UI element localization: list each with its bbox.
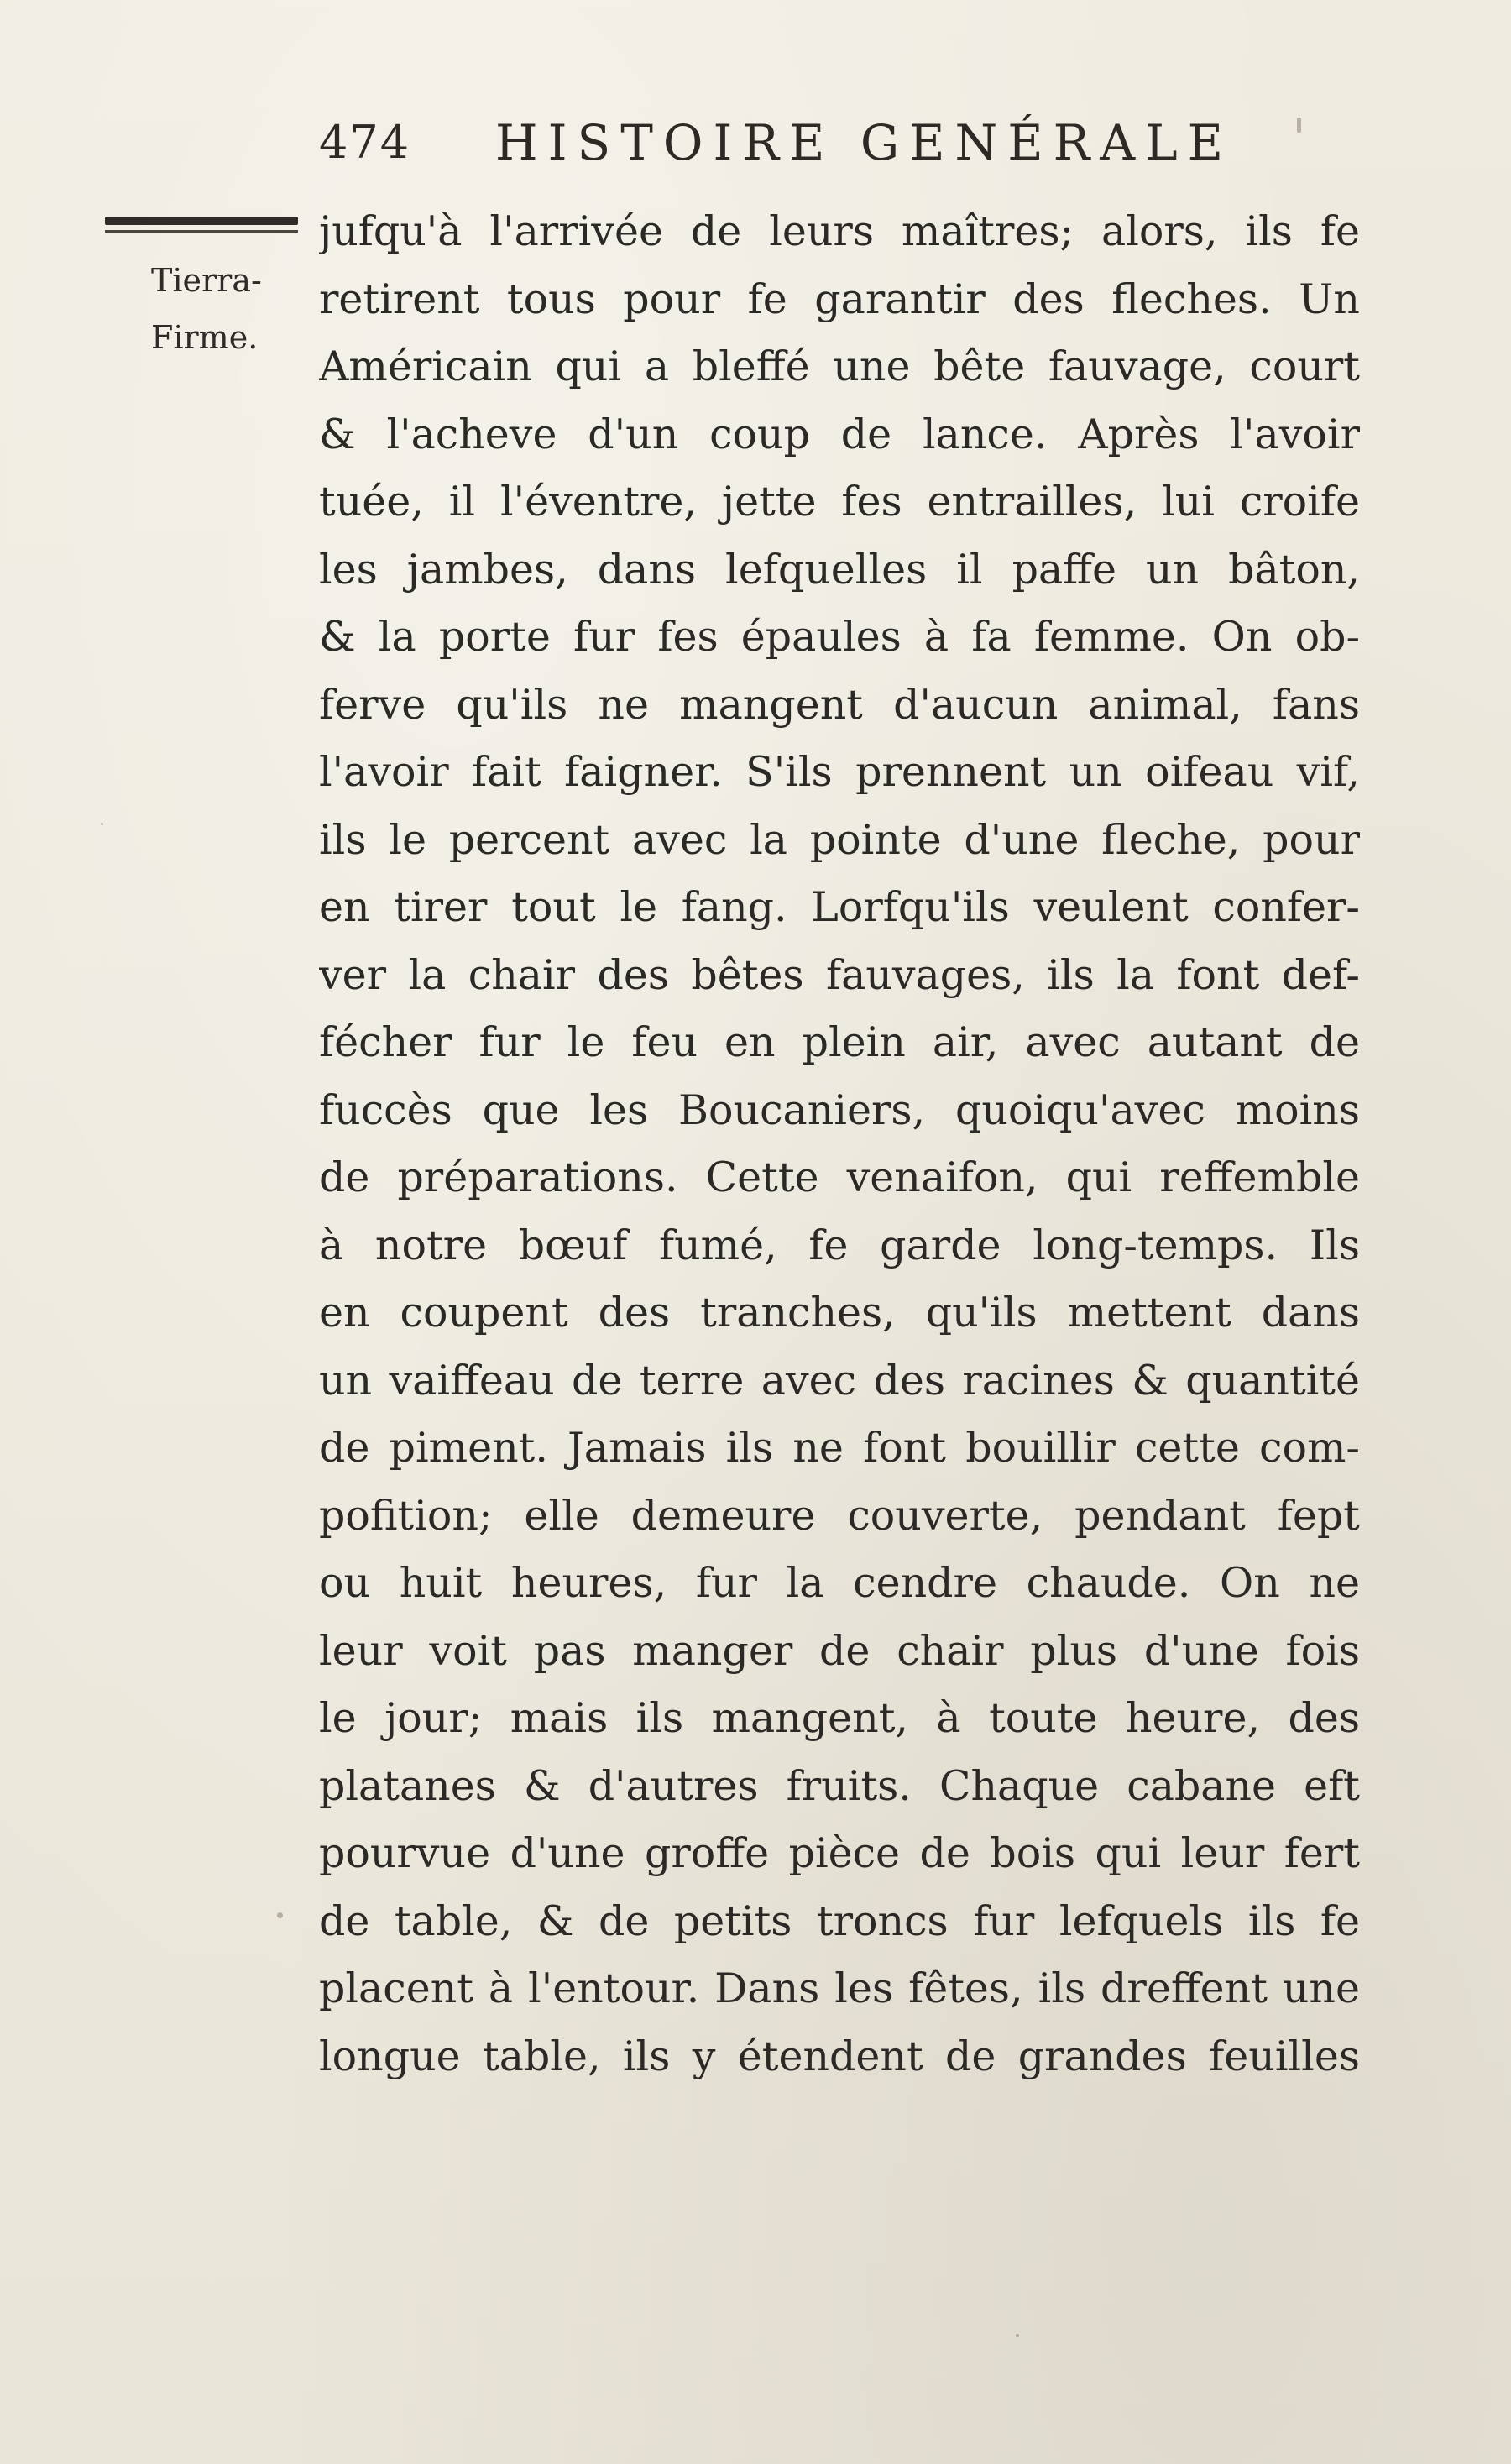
text-line: fécher fur le feu en plein air, avec autant de xyxy=(319,1018,1360,1066)
text-line: ferve qu'ils ne mangent d'aucun animal, fans xyxy=(319,680,1360,729)
text-line: en tirer tout le fang. Lorfqu'ils veulent confer- xyxy=(319,883,1360,931)
running-title: HISTOIRE GENÉRALE xyxy=(495,114,1233,171)
text-line: ver la chair des bêtes fauvages, ils la font def- xyxy=(319,950,1360,999)
text-line: & l'acheve d'un coup de lance. Après l'avoir xyxy=(319,410,1360,458)
text-line: le jour; mais ils mangent, à toute heure, des xyxy=(319,1694,1360,1742)
text-line: ils le percent avec la pointe d'une fleche, pour xyxy=(319,815,1360,864)
text-line: retirent tous pour fe garantir des fleches. Un xyxy=(319,275,1360,323)
margin-note-line-2: Firme. xyxy=(151,319,259,356)
text-line: placent à l'entour. Dans les fêtes, ils dreffent une xyxy=(319,1964,1360,2012)
text-line: leur voit pas manger de chair plus d'une fois xyxy=(319,1626,1360,1675)
text-line: jufqu'à l'arrivée de leurs maîtres; alors, ils fe xyxy=(319,207,1360,255)
text-line: l'avoir fait faigner. S'ils prennent un oifeau vif, xyxy=(319,748,1360,796)
text-line: platanes & d'autres fruits. Chaque cabane eft xyxy=(319,1761,1360,1810)
margin-note xyxy=(151,252,302,366)
margin-rule xyxy=(105,217,298,225)
page-header xyxy=(319,107,1360,183)
margin-rule-thin xyxy=(105,230,298,233)
text-line: pourvue d'une groffe pièce de bois qui leur fert xyxy=(319,1829,1360,1877)
paper-speck xyxy=(1297,118,1301,133)
text-line: fuccès que les Boucaniers, quoiqu'avec moins xyxy=(319,1086,1360,1134)
text-line: longue table, ils y étendent de grandes feuilles xyxy=(319,2032,1360,2080)
text-line: à notre bœuf fumé, fe garde long-temps. Ils xyxy=(319,1221,1360,1269)
text-line: Américain qui a bleffé une bête fauvage, court xyxy=(319,343,1360,390)
paper-speck xyxy=(277,1912,283,1918)
margin-note-line-1: Tierra- xyxy=(151,262,262,299)
paper-speck xyxy=(1016,2334,1019,2337)
paper-speck xyxy=(101,823,103,825)
text-line: tuée, il l'éventre, jette fes entrailles, lui croife xyxy=(319,478,1360,526)
text-line: ou huit heures, fur la cendre chaude. On ne xyxy=(319,1559,1360,1607)
page-number: 474 xyxy=(319,116,411,169)
text-line: pofition; elle demeure couverte, pendant fept xyxy=(319,1491,1360,1540)
text-line: un vaiffeau de terre avec des racines & quantité xyxy=(319,1356,1360,1405)
text-line: de préparations. Cette venaifon, qui reffemble xyxy=(319,1154,1360,1201)
text-line: de piment. Jamais ils ne font bouillir cette com- xyxy=(319,1424,1360,1472)
text-line: en coupent des tranches, qu'ils mettent dans xyxy=(319,1289,1360,1337)
text-line: de table, & de petits troncs fur lefquels ils fe xyxy=(319,1896,1360,1945)
text-line: les jambes, dans lefquelles il paffe un bâton, xyxy=(319,545,1360,594)
text-line: & la porte fur fes épaules à fa femme. On ob- xyxy=(319,613,1360,661)
body-text xyxy=(319,198,1360,2090)
